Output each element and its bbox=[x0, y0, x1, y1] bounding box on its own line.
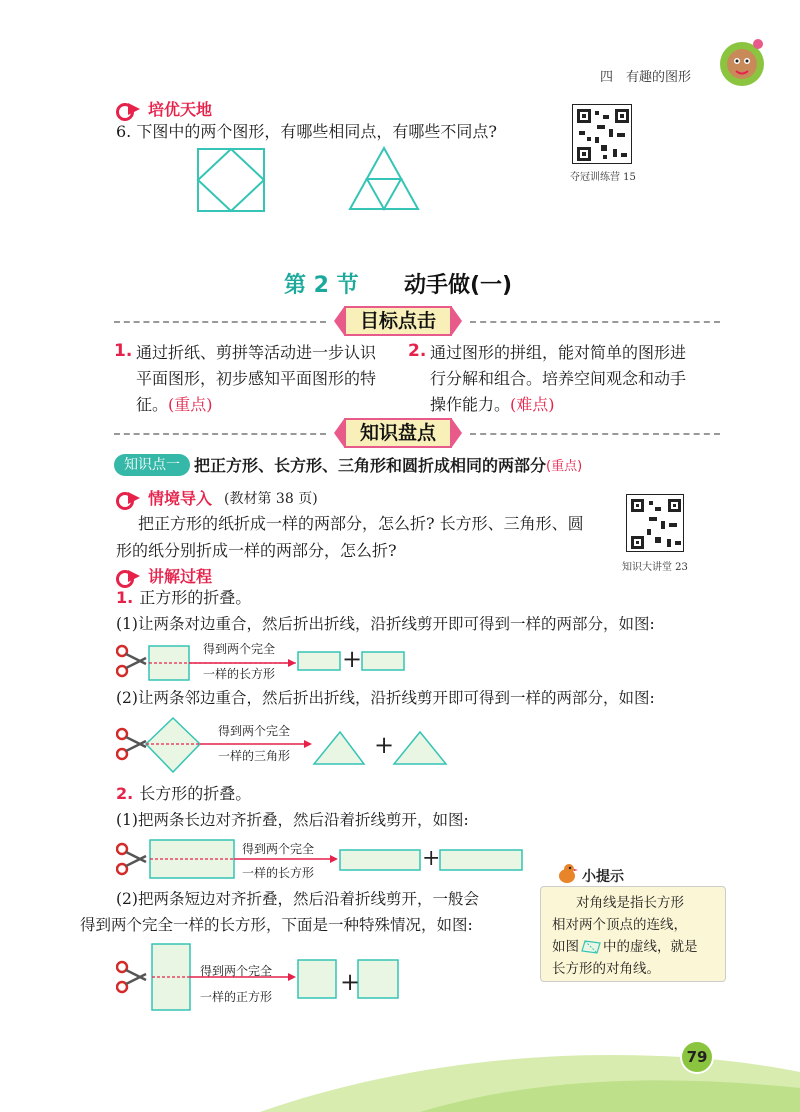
scene-tag: 情境导入 (教材第 38 页) bbox=[116, 486, 318, 509]
divider bbox=[470, 321, 720, 323]
diagram-label: 得到两个完全 bbox=[203, 642, 276, 656]
knowledge-point-title: 知识点一 把正方形、长方形、三角形和圆折成相同的两部分 (重点) bbox=[114, 453, 582, 476]
goal-2: 通过图形的拼组，能对简单的图形进 行分解和组合。培养空间观念和动手 操作能力。(难点) bbox=[430, 343, 687, 414]
chapter-header: 四 有趣的图形 bbox=[600, 70, 692, 85]
qr-caption: 知识大讲堂 23 bbox=[622, 562, 688, 573]
diagram-label: 得到两个完全 bbox=[218, 724, 291, 738]
mascot-icon bbox=[712, 30, 774, 92]
step-1b-text: (2)让两条邻边重合，然后折出折线，沿折线剪开即可得到一样的两部分，如图: bbox=[116, 689, 655, 707]
divider bbox=[470, 433, 720, 435]
scissors-icon bbox=[117, 646, 146, 676]
scissors-icon bbox=[117, 729, 146, 759]
step-1-title: 1. 正方形的折叠。 bbox=[116, 588, 252, 607]
goals-banner: 目标点击 bbox=[326, 306, 470, 336]
hint-title: 小提示 bbox=[582, 869, 624, 885]
diagram-label: 一样的正方形 bbox=[200, 990, 273, 1004]
qr-caption: 夺冠训练营 15 bbox=[570, 172, 636, 183]
plus-sign: + bbox=[422, 846, 441, 871]
difficulty-tag: (难点) bbox=[510, 395, 555, 414]
divider bbox=[114, 433, 326, 435]
qr-code-icon[interactable] bbox=[572, 104, 632, 164]
process-tag: 讲解过程 bbox=[116, 564, 212, 587]
arrow-icon bbox=[116, 569, 142, 583]
goal-1: 通过折纸、剪拼等活动进一步认识 平面图形，初步感知平面图形的特 征。(重点) bbox=[136, 343, 377, 414]
triangle-figure bbox=[348, 145, 420, 213]
scene-text: 把正方形的纸折成一样的两部分，怎么折? 长方形、三角形、圆 形的纸分别折成一样的两部分，怎么折? bbox=[116, 514, 584, 560]
square-diamond-figure bbox=[196, 147, 268, 213]
page-number: 79 bbox=[680, 1040, 714, 1074]
hint-text: 对角线是指长方形 相对两个顶点的连线， 如图 中的虚线，就是 长方形的对角线。 bbox=[552, 895, 698, 977]
key-point-tag: (重点) bbox=[168, 395, 213, 414]
step-2a-text: (1)把两条长边对齐折叠，然后沿着折线剪开，如图: bbox=[116, 811, 469, 829]
section-number: 第 2 节 bbox=[284, 273, 359, 298]
diagram-label: 得到两个完全 bbox=[200, 964, 273, 978]
diagram-label: 得到两个完全 bbox=[242, 842, 315, 856]
arrow-icon bbox=[116, 491, 142, 505]
step-2-title: 2. 长方形的折叠。 bbox=[116, 784, 252, 803]
diagram-label: 一样的长方形 bbox=[242, 866, 315, 880]
section-name: 动手做(一) bbox=[404, 273, 513, 298]
step-1a-text: (1)让两条对边重合，然后折出折线，沿折线剪开即可得到一样的两部分，如图: bbox=[116, 615, 655, 633]
qr-code-icon[interactable] bbox=[626, 494, 684, 552]
knowledge-banner: 知识盘点 bbox=[326, 418, 470, 448]
peiyou-tag: 培优天地 bbox=[116, 97, 212, 120]
goal-2-number: 2. bbox=[408, 341, 427, 361]
arrow-icon bbox=[116, 102, 142, 116]
step-2b-text: (2)把两条短边对齐折叠，然后沿着折线剪开，一般会 得到两个完全一样的长方形，下面是一种特殊情况，如图: bbox=[80, 890, 479, 934]
plus-sign: + bbox=[374, 731, 395, 759]
scissors-icon bbox=[117, 962, 146, 992]
bird-icon bbox=[556, 862, 578, 886]
diagram-label: 一样的长方形 bbox=[203, 667, 276, 681]
fold-rectangle-long-diagram bbox=[116, 836, 526, 882]
scissors-icon bbox=[117, 844, 146, 874]
rectangle-diagonal-icon bbox=[580, 939, 602, 955]
plus-sign: + bbox=[342, 645, 363, 673]
plus-sign: + bbox=[340, 968, 361, 996]
diagram-label: 一样的三角形 bbox=[218, 749, 291, 763]
goal-1-number: 1. bbox=[114, 341, 133, 361]
question-6: 6. 下图中的两个图形，有哪些相同点，有哪些不同点? bbox=[116, 122, 497, 141]
knowledge-point-badge: 知识点一 bbox=[114, 454, 190, 476]
divider bbox=[114, 321, 326, 323]
